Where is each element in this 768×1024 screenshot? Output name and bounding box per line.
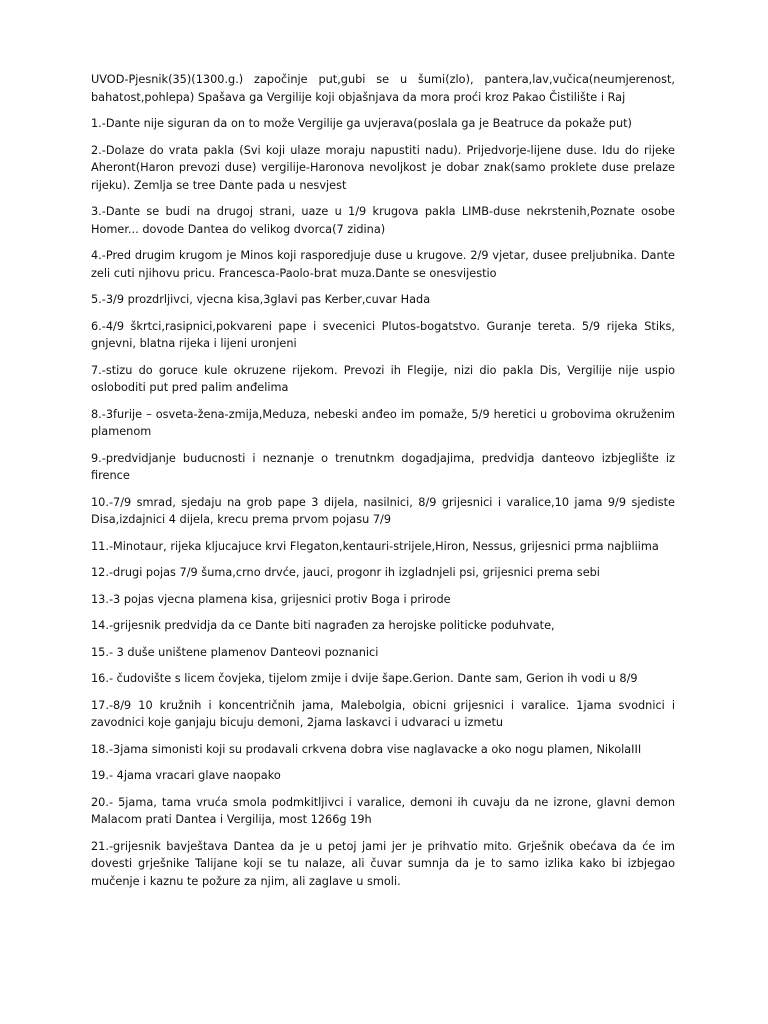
paragraph-14: 14.-grijesnik predvidja da ce Dante biti nagrađen za herojske politicke poduhvate, xyxy=(91,619,555,632)
paragraph-20: 20.- 5jama, tama vruća smola podmkitljivci i varalice, demoni ih cuvaju da ne izrone, glavni demon Malacom prati Dantea i Vergilija, most 1266g 19h xyxy=(91,795,675,826)
paragraph-8: 8.-3furije – osveta-žena-zmija,Meduza, nebeski anđeo im pomaže, 5/9 heretici u grobovima okruženim plamenom xyxy=(91,407,675,438)
paragraph-18: 18.-3jama simonisti koji su prodavali crkvena dobra vise naglavacke a oko nogu plamen, NikolaIII xyxy=(91,742,642,756)
paragraph-1: 1.-Dante nije siguran da on to može Vergilije ga uvjerava(poslala ga je Beatruce da pokaže put) xyxy=(91,117,632,130)
paragraph-3: 3.-Dante se budi na drugoj strani, uaze u 1/9 krugova pakla LIMB-duse nekrstenih,Poznate osobe Homer... dovode Dantea do velikog dvorca(7 zidina) xyxy=(91,205,675,236)
paragraph-intro: UVOD-Pjesnik(35)(1300.g.) započinje put,gubi se u šumi(zlo), pantera,lav,vučica(neumjerenost, bahatost,pohlepa) Spašava ga Vergilije koji objašnjava da mora proći kroz Pakao Čistilište i Raj xyxy=(91,73,675,104)
paragraph-11: 11.-Minotaur, rijeka kljucajuce krvi Flegaton,kentauri-strijele,Hiron, Nessus, grijesnici prma najbliima xyxy=(91,539,659,553)
paragraph-2: 2.-Dolaze do vrata pakla (Svi koji ulaze moraju napustiti nadu). Prijedvorje-lijene duse. Idu do rijeke Aheront(Haron prevozi duse) vergilije-Haronova nevoljkost je dobar znak(samo proklete duse prelaze rijeku). Zemlja se tree Dante pada u nesvjest xyxy=(91,143,675,192)
paragraph-21: 21.-grijesnik bavještava Dantea da je u petoj jami jer je prihvatio mito. Grješnik obećava da će im dovesti grješnike Talijane koji se tu nalaze, ali čuvar sumnja da je to samo izlika kako bi izbjegao mučenje i kaznu te požure za njim, ali zaglave u smoli. xyxy=(91,839,675,888)
paragraph-17: 17.-8/9 10 kružnih i koncentričnih jama, Malebolgia, obicni grijesnici i varalice. 1jama svodnici i zavodnici koje ganjaju bicuju demoni, 2jama laskavci i udvaraci u izmetu xyxy=(91,698,675,729)
paragraph-19: 19.- 4jama vracari glave naopako xyxy=(91,769,281,782)
document-page xyxy=(91,71,675,899)
paragraph-6: 6.-4/9 škrtci,rasipnici,pokvareni pape i svecenici Plutos-bogatstvo. Guranje tereta. 5/9 rijeka Stiks, gnjevni, blatna rijeka i lijeni uronjeni xyxy=(91,319,675,350)
paragraph-9: 9.-predvidjanje buducnosti i neznanje o trenutnkm dogadjajima, predvidja danteovo izbjeglište iz firence xyxy=(91,451,675,482)
paragraph-15: 15.- 3 duše uništene plamenov Danteovi poznanici xyxy=(91,645,379,659)
paragraph-4: 4.-Pred drugim krugom je Minos koji rasporedjuje duse u krugove. 2/9 vjetar, dusee preljubnika. Dante zeli cuti njihovu pricu. Francesca-Paolo-brat muza.Dante se onesvijestio xyxy=(91,249,675,280)
paragraph-16: 16.- čudovište s licem čovjeka, tijelom zmije i dvije šape.Gerion. Dante sam, Gerion ih vodi u 8/9 xyxy=(91,672,638,685)
paragraph-12: 12.-drugi pojas 7/9 šuma,crno drvće, jauci, progonr ih izgladnjeli psi, grijesnici prema sebi xyxy=(91,566,600,579)
paragraph-7: 7.-stizu do goruce kule okruzene rijekom. Prevozi ih Flegije, nizi dio pakla Dis, Vergilije nije uspio osloboditi put pred palim anđelima xyxy=(91,363,675,394)
paragraph-13: 13.-3 pojas vjecna plamena kisa, grijesnici protiv Boga i prirode xyxy=(91,592,451,606)
paragraph-5: 5.-3/9 prozdrljivci, vjecna kisa,3glavi pas Kerber,cuvar Hada xyxy=(91,293,431,306)
paragraph-10: 10.-7/9 smrad, sjedaju na grob pape 3 dijela, nasilnici, 8/9 grijesnici i varalice,10 jama 9/9 sjediste Disa,izdajnici 4 dijela, krecu prema prvom pojasu 7/9 xyxy=(91,495,675,526)
